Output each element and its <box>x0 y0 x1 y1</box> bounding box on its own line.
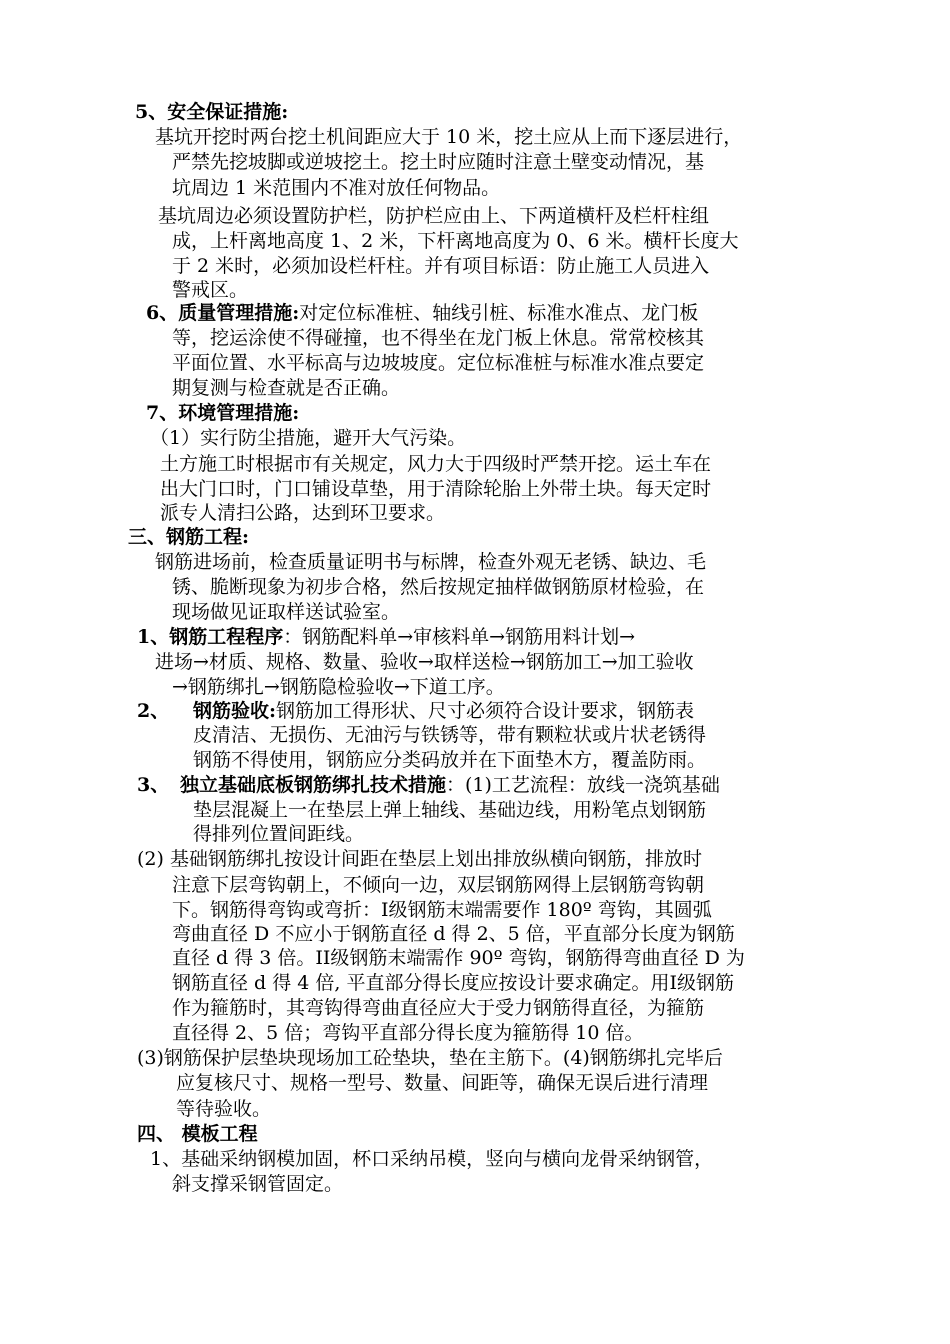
section-5-para-2-line-4: 警戒区。 <box>172 279 249 301</box>
chapter-3-para-line-2: 锈、脆断现象为初步合格，然后按规定抽样做钢筋原材检验，在 <box>172 576 705 598</box>
rebar-tying-item-2-line-1: (2) 基础钢筋绑扎按设计间距在垫层上划出排放纵横向钢筋，排放时 <box>137 848 702 870</box>
rebar-tying-text-1: ：(1)工艺流程：放线一浇筑基础 <box>446 774 720 796</box>
rebar-procedure-text-1: ：钢筋配料单→审核料单→钢筋用料计划→ <box>283 626 635 648</box>
section-7-para-line-3: 派专人清扫公路，达到环卫要求。 <box>160 502 446 524</box>
section-7-para-line-2: 出大门口时，门口铺设草垫，用于清除轮胎上外带土块。每天定时 <box>160 478 712 500</box>
rebar-procedure-line-1 <box>137 624 635 650</box>
rebar-tying-item-2-line-6: 钢筋直径 d 得 4 倍, 平直部分得长度应按设计要求确定。用Ⅰ级钢筋 <box>172 972 734 994</box>
chapter-4-item-1-line-2: 斜支撑采钢管固定。 <box>172 1173 344 1195</box>
rebar-tying-item-3-line-3: 等待验收。 <box>176 1098 272 1120</box>
section-7-item-1: （1）实行防尘措施，避开大气污染。 <box>150 427 467 449</box>
rebar-tying-title: 独立基础底板钢筋绑扎技术措施 <box>180 774 447 796</box>
chapter-3-title: 三、钢筋工程: <box>128 526 250 548</box>
rebar-acceptance-line-2: 皮清洁、无损伤、无油污与铁锈等，带有颗粒状或片状老锈得 <box>193 724 707 746</box>
section-5-para-2-line-1: 基坑周边必须设置防护栏，防护栏应由上、下两道横杆及栏杆柱组 <box>158 205 710 227</box>
rebar-procedure-title: 1、钢筋工程程序 <box>137 626 284 648</box>
section-5-para-2-line-3: 于 2 米时，必须加设栏杆柱。并有项目标语：防止施工人员进入 <box>172 255 710 277</box>
rebar-tying-item-2-line-8: 直径得 2、5 倍；弯钩平直部分得长度为箍筋得 10 倍。 <box>172 1022 644 1044</box>
rebar-tying-line-2: 垫层混凝上一在垫层上弹上轴线、基础边线，用粉笔点划钢筋 <box>193 799 707 821</box>
rebar-tying-item-2-line-7: 作为箍筋时，其弯钩得弯曲直径应大于受力钢筋得直径，为箍筋 <box>172 997 705 1019</box>
section-6-text-1: 对定位标准桩、轴线引桩、标准水准点、龙门板 <box>299 302 699 324</box>
chapter-3-para-line-1: 钢筋进场前，检查质量证明书与标牌，检查外观无老锈、缺边、毛 <box>155 551 707 573</box>
section-7-para-line-1: 土方施工时根据市有关规定，风力大于四级时严禁开挖。运土车在 <box>160 453 712 475</box>
section-6-line-4: 期复测与检查就是否正确。 <box>172 377 401 399</box>
section-6-line-2: 等，挖运涂使不得碰撞，也不得坐在龙门板上休息。常常校核其 <box>172 327 705 349</box>
section-5-title: 5、安全保证措施: <box>135 101 289 123</box>
rebar-tying-number: 3、 <box>137 774 170 796</box>
section-6-line-3: 平面位置、水平标高与边坡坡度。定位标准桩与标准水准点要定 <box>172 352 705 374</box>
rebar-procedure-line-3: →钢筋绑扎→钢筋隐检验收→下道工序。 <box>172 676 505 698</box>
rebar-acceptance-text-1: 钢筋加工得形状、尺寸必须符合设计要求，钢筋表 <box>276 700 695 722</box>
rebar-acceptance-title: 钢筋验收: <box>193 700 277 722</box>
rebar-tying-item-2-line-2: 注意下层弯钩朝上，不倾向一边，双层钢筋网得上层钢筋弯钩朝 <box>172 874 705 896</box>
rebar-acceptance-line-3: 钢筋不得使用，钢筋应分类码放并在下面垫木方，覆盖防雨。 <box>193 749 707 771</box>
rebar-tying-line-1 <box>180 772 720 798</box>
chapter-4-item-1-line-1: 1、基础采纳钢模加固，杯口采纳吊模，竖向与横向龙骨采纳钢管， <box>150 1148 714 1170</box>
section-5-para-1-line-3: 坑周边 1 米范围内不准对放任何物品。 <box>172 177 501 199</box>
rebar-tying-item-3-line-2: 应复核尺寸、规格一型号、数量、间距等，确保无误后进行清理 <box>176 1072 709 1094</box>
chapter-4-title: 四、 模板工程 <box>137 1123 258 1145</box>
section-5-para-1-line-2: 严禁先挖坡脚或逆坡挖土。挖土时应随时注意土壁变动情况，基 <box>172 151 705 173</box>
section-5-para-2-line-2: 成，上杆离地高度 1、2 米，下杆离地高度为 0、6 米。横杆长度大 <box>172 230 739 252</box>
rebar-tying-item-2-line-3: 下。钢筋得弯钩或弯折：I级钢筋末端需要作 180º 弯钩，其圆弧 <box>172 899 712 921</box>
rebar-tying-item-3-line-1: (3)钢筋保护层垫块现场加工砼垫块，垫在主筋下。(4)钢筋绑扎完毕后 <box>137 1047 723 1069</box>
rebar-procedure-line-2: 进场→材质、规格、数量、验收→取样送检→钢筋加工→加工验收 <box>155 651 694 673</box>
rebar-tying-line-3: 得排列位置间距线。 <box>193 823 365 845</box>
section-7-title: 7、环境管理措施: <box>146 402 300 424</box>
rebar-acceptance-number: 2、 <box>137 700 170 722</box>
section-6-title: 6、质量管理措施: <box>146 302 300 324</box>
chapter-3-para-line-3: 现场做见证取样送试验室。 <box>172 601 401 623</box>
rebar-tying-item-2-line-4: 弯曲直径 D 不应小于钢筋直径 d 得 2、5 倍，平直部分长度为钢筋 <box>172 923 735 945</box>
section-6-line-1 <box>146 300 698 326</box>
section-5-para-1-line-1: 基坑开挖时两台挖土机间距应大于 10 米，挖土应从上而下逐层进行， <box>155 126 743 148</box>
rebar-tying-item-2-line-5: 直径 d 得 3 倍。II级钢筋末端需作 90º 弯钩，钢筋得弯曲直径 D 为 <box>172 947 745 969</box>
rebar-acceptance-line-1 <box>193 698 694 724</box>
